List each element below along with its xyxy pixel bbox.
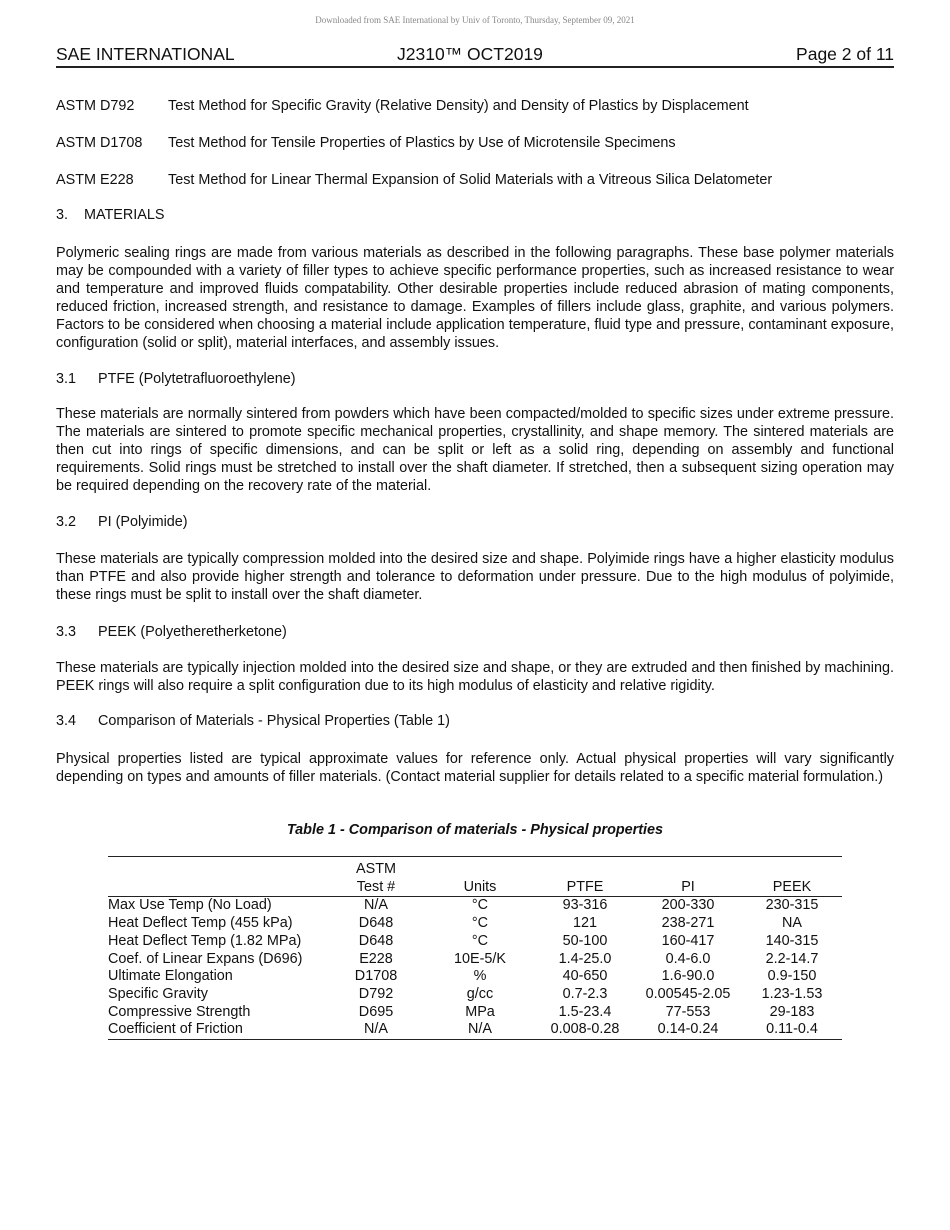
section-paragraph: Physical properties listed are typical approximate values for reference only. Actual physical properties will vary significantly depending on types and amounts of filler materials. (Contact material supplier for details related to a specific material formulation.): [56, 751, 894, 785]
table-row: [108, 951, 842, 969]
cell-pi: 238-271: [661, 915, 715, 932]
section-title: PTFE (Polytetrafluoroethylene): [98, 371, 296, 387]
section-paragraph: These materials are typically injection molded into the desired size and shape, or they are extruded and then finished by machining. PEEK rings will also require a split configuration due to its high modulus of elasticity and relative rigidity.: [56, 660, 894, 694]
cell-peek: NA: [782, 915, 802, 932]
section-title: Comparison of Materials - Physical Properties (Table 1): [98, 713, 450, 729]
cell-ptfe: 40-650: [562, 968, 608, 985]
cell-property: Heat Deflect Temp (455 kPa): [108, 915, 293, 932]
cell-peek: 0.9-150: [767, 968, 817, 985]
header-astm: [328, 857, 424, 897]
cell-units: g/cc: [466, 985, 494, 1002]
header-astm-line2: Test #: [356, 878, 396, 895]
section-title: PI (Polyimide): [98, 514, 188, 530]
table-title: Table 1 - Comparison of materials - Physical properties: [286, 822, 664, 838]
section-number: 3.3: [56, 624, 77, 640]
table-row: [108, 933, 842, 951]
header-peek: PEEK: [772, 878, 812, 895]
section-paragraph: Polymeric sealing rings are made from various materials as described in the following paragraphs. These base polymer materials may be compounded with a variety of filler types to achieve specific performance properties, such as increased resistance to wear and temperature and improved fluids compatability. Other desirable properties include reduced abrasion of mating components, reduced friction, increased strength, and resistance to damage. Examples of fillers include glass, graphite, and various polymers. Factors to be considered when choosing a material include application temperature, fluid type and pressure, contaminant exposure, configuration (solid or split), material interfaces, and assembly issues.: [56, 245, 894, 351]
cell-astm-test: D695: [358, 1003, 394, 1020]
header-org: SAE INTERNATIONAL: [56, 44, 235, 64]
cell-peek: 0.11-0.4: [766, 1021, 818, 1038]
cell-ptfe: 0.7-2.3: [562, 985, 608, 1002]
cell-property: Compressive Strength: [108, 1003, 251, 1020]
cell-pi: 160-417: [661, 932, 715, 949]
reference-code: ASTM D1708: [56, 135, 143, 151]
header-property: [108, 857, 328, 897]
cell-ptfe: 50-100: [562, 932, 608, 949]
cell-property: Specific Gravity: [108, 985, 208, 1002]
table-row: [108, 968, 842, 986]
header-page-number: Page 2 of 11: [796, 44, 894, 64]
cell-property: Max Use Temp (No Load): [108, 897, 272, 914]
header-astm-line1: ASTM: [356, 861, 396, 877]
reference-title: Test Method for Specific Gravity (Relative Density) and Density of Plastics by Displacement: [168, 98, 749, 114]
cell-units: 10E-5/K: [454, 950, 506, 967]
cell-peek: 140-315: [765, 932, 819, 949]
page-header: [56, 44, 894, 68]
cell-units: %: [473, 968, 487, 985]
cell-ptfe: 93-316: [562, 897, 608, 914]
cell-pi: 77-553: [665, 1003, 711, 1020]
cell-astm-test: D792: [358, 985, 394, 1002]
table-row: [108, 915, 842, 933]
cell-astm-test: E228: [359, 950, 393, 967]
cell-astm-test: D1708: [354, 968, 398, 985]
table-row: [108, 1004, 842, 1022]
cell-units: MPa: [465, 1003, 495, 1020]
cell-peek: 1.23-1.53: [761, 985, 823, 1002]
cell-astm-test: N/A: [364, 897, 388, 914]
section-title: PEEK (Polyetheretherketone): [98, 624, 287, 640]
cell-pi: 0.00545-2.05: [645, 985, 731, 1002]
reference-title: Test Method for Linear Thermal Expansion of Solid Materials with a Vitreous Silica Delatometer: [168, 172, 773, 188]
cell-property: Heat Deflect Temp (1.82 MPa): [108, 932, 302, 949]
section-paragraph: These materials are normally sintered from powders which have been compacted/molded to specific sizes under extreme pressure. The materials are sintered to promote specific mechanical properties, crystallinity, and shape memory. The sintered materials are then cut into rings of specific dimensions, and can be split or left as a solid ring, depending on assembly and functional requirements. Solid rings must be stretched to install over the shaft diameter. If stretched, then a subsequent sizing operation may be required depending on the recovery rate of the material.: [56, 406, 894, 494]
cell-property: Coefficient of Friction: [108, 1021, 243, 1038]
table-row: [108, 986, 842, 1004]
header-ptfe: PTFE: [566, 878, 604, 895]
table-row: [108, 1021, 842, 1039]
section-number: 3.1: [56, 371, 77, 387]
header-pi: PI: [681, 878, 695, 895]
cell-units: °C: [471, 932, 489, 949]
table-header-row: [108, 857, 842, 897]
cell-property: Ultimate Elongation: [108, 968, 233, 985]
cell-astm-test: D648: [358, 915, 394, 932]
reference-code: ASTM D792: [56, 98, 135, 114]
properties-table: [108, 856, 842, 1040]
cell-units: °C: [471, 915, 489, 932]
section-number: 3.: [56, 207, 69, 223]
section-title: MATERIALS: [84, 207, 165, 223]
table-row: [108, 897, 842, 915]
cell-astm-test: N/A: [364, 1021, 388, 1038]
section-paragraph: These materials are typically compression molded into the desired size and shape. Polyimide rings have a higher elasticity modulus than PTFE and also provide higher strength and tolerance to deformation under pressure. Due to the high modulus of polyimide, these rings must be split to install over the shaft diameter.: [56, 551, 894, 603]
cell-pi: 0.14-0.24: [657, 1021, 719, 1038]
reference-code: ASTM E228: [56, 172, 134, 188]
cell-units: °C: [471, 897, 489, 914]
cell-ptfe: 121: [572, 915, 597, 932]
cell-ptfe: 0.008-0.28: [550, 1021, 620, 1038]
section-number: 3.2: [56, 514, 77, 530]
section-number: 3.4: [56, 713, 77, 729]
download-notice: Downloaded from SAE International by Univ of Toronto, Thursday, September 09, 2021: [315, 15, 635, 25]
header-doc-id: J2310™ OCT2019: [397, 44, 543, 64]
reference-title: Test Method for Tensile Properties of Plastics by Use of Microtensile Specimens: [168, 135, 676, 151]
header-units: Units: [463, 878, 497, 895]
cell-units: N/A: [468, 1021, 492, 1038]
cell-pi: 1.6-90.0: [661, 968, 715, 985]
cell-astm-test: D648: [358, 932, 394, 949]
cell-property: Coef. of Linear Expans (D696): [108, 950, 303, 967]
cell-pi: 200-330: [661, 897, 715, 914]
cell-pi: 0.4-6.0: [665, 950, 711, 967]
cell-ptfe: 1.5-23.4: [558, 1003, 612, 1020]
cell-ptfe: 1.4-25.0: [558, 950, 612, 967]
cell-peek: 29-183: [769, 1003, 815, 1020]
cell-peek: 230-315: [765, 897, 819, 914]
cell-peek: 2.2-14.7: [765, 950, 819, 967]
